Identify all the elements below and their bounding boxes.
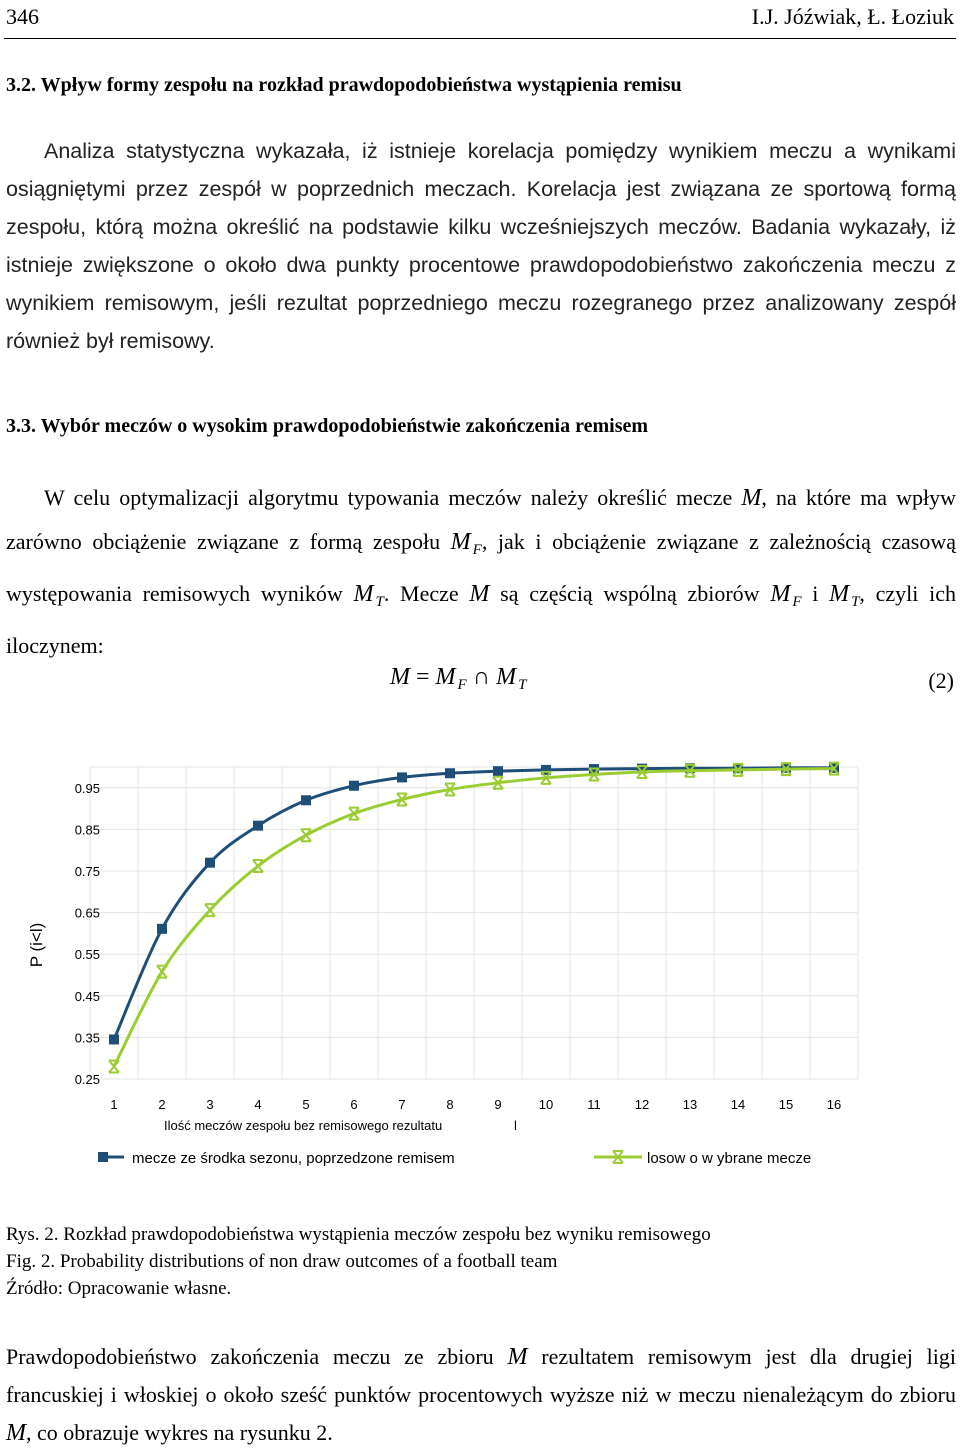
y-axis-label: P (i<l) xyxy=(27,922,46,968)
data-point-series-2 xyxy=(157,966,167,978)
figure-caption-pl: Rys. 2. Rozkład prawdopodobieństwa wystąpienia meczów zespołu bez wyniku remisowego xyxy=(6,1224,711,1245)
y-tick-label: 0.85 xyxy=(74,822,100,838)
data-point-series-2 xyxy=(205,904,215,916)
y-tick-label: 0.95 xyxy=(74,780,100,796)
x-tick-label: 12 xyxy=(634,1097,650,1112)
data-point-series-1 xyxy=(493,766,503,776)
x-tick-label: 2 xyxy=(158,1097,166,1112)
probability-chart xyxy=(0,745,960,1185)
equation-number: (2) xyxy=(928,668,954,693)
data-point-series-1 xyxy=(349,781,359,791)
y-tick-label: 0.65 xyxy=(74,905,100,921)
legend-label-series-2: losow o w ybrane mecze xyxy=(647,1150,812,1167)
data-point-series-2 xyxy=(253,860,263,872)
x-tick-label: 9 xyxy=(494,1097,502,1112)
x-tick-label: 3 xyxy=(206,1097,214,1112)
x-tick-label: 8 xyxy=(446,1097,454,1112)
data-point-series-1 xyxy=(157,924,167,934)
page-header xyxy=(6,4,954,34)
x-tick-label: 4 xyxy=(254,1097,262,1112)
x-tick-label: 16 xyxy=(826,1097,842,1112)
section-3-2-paragraph: Analiza statystyczna wykazała, iż istnieje korelacja pomiędzy wynikiem meczu a wynikami osiągniętymi przez zespół w poprzednich meczach. Korelacja jest związana ze sportową formą zespołu, którą można określić na podstawie kilku wcześniejszych meczów. Badania wykazały, iż istnieje zwiększone o około dwa punkty procentowe prawdopodobieństwo zakończenia meczu z wynikiem remisowym, jeśli rezultat poprzedniego meczu rozegranego przez analizowany zespół również był remisowy. xyxy=(6,139,956,353)
data-point-series-1 xyxy=(109,1034,119,1044)
y-tick-label: 0.45 xyxy=(74,988,100,1004)
y-tick-labels xyxy=(75,781,100,1087)
x-tick-labels xyxy=(110,1097,841,1112)
x-tick-label: 14 xyxy=(730,1097,746,1112)
data-point-series-1 xyxy=(301,795,311,805)
header-rule xyxy=(4,38,956,39)
legend-marker-series-1 xyxy=(98,1152,108,1162)
page-number: 346 xyxy=(6,4,39,29)
section-3-2-title: 3.2. Wpływ formy zespołu na rozkład prawdopodobieństwa wystąpienia remisu xyxy=(6,74,682,96)
y-tick-label: 0.75 xyxy=(74,864,100,879)
x-tick-label: 15 xyxy=(778,1097,794,1112)
data-point-series-1 xyxy=(445,768,455,778)
x-tick-label: 13 xyxy=(682,1097,698,1112)
data-point-series-1 xyxy=(253,821,263,831)
data-point-series-2 xyxy=(301,829,311,841)
figure-caption-en: Fig. 2. Probability distributions of non draw outcomes of a football team xyxy=(6,1251,558,1272)
legend xyxy=(98,1150,811,1167)
y-tick-label: 0.55 xyxy=(74,947,100,963)
x-tick-label: 5 xyxy=(302,1097,310,1112)
x-tick-label: 1 xyxy=(110,1097,118,1112)
final-paragraph: Prawdopodobieństwo zakończenia meczu ze zbioru M rezultatem remisowym jest dla drugiej ligi francuskiej i włoskiej o około sześć punktów procentowych wyższe niż w meczu nienależącym do zbioru M, co obrazuje wykres na rysunku 2. xyxy=(6,1344,956,1446)
chart-grid xyxy=(90,767,858,1079)
data-point-series-1 xyxy=(205,858,215,868)
data-point-series-1 xyxy=(397,772,407,782)
y-tick-label: 0.35 xyxy=(74,1030,100,1046)
y-tick-label: 0.25 xyxy=(74,1072,100,1087)
equation-2: M = M $_F$ ∩ M $_T$ xyxy=(390,664,527,693)
data-point-series-2 xyxy=(109,1061,119,1073)
x-axis-label: Ilość meczów zespołu bez remisowego rezultatu xyxy=(164,1118,443,1133)
running-authors: I.J. Jóźwiak, Ł. Łoziuk xyxy=(751,4,954,29)
figure-source: Źródło: Opracowanie własne. xyxy=(6,1278,232,1299)
x-tick-label: 7 xyxy=(398,1097,406,1112)
x-tick-label: 6 xyxy=(350,1097,358,1112)
x-tick-label: 11 xyxy=(587,1097,601,1112)
legend-label-series-1: mecze ze środka sezonu, poprzedzone remisem xyxy=(132,1150,455,1167)
section-3-3-title: 3.3. Wybór meczów o wysokim prawdopodobieństwie zakończenia remisem xyxy=(6,415,649,437)
x-axis-variable: l xyxy=(514,1118,517,1133)
section-3-3-paragraph: W celu optymalizacji algorytmu typowania meczów należy określić mecze M, na które ma wpływ zarówno obciążenie związane z formą zespołu M $_F$, jak i obciążenie związane z zależnością czasową występowania remisowych wyników M $_T$. Mecze M są częścią wspólną zbiorów M $_F$ i M $_T$, czyli ich iloczynem: xyxy=(6,485,957,658)
x-tick-label: 10 xyxy=(538,1097,554,1112)
